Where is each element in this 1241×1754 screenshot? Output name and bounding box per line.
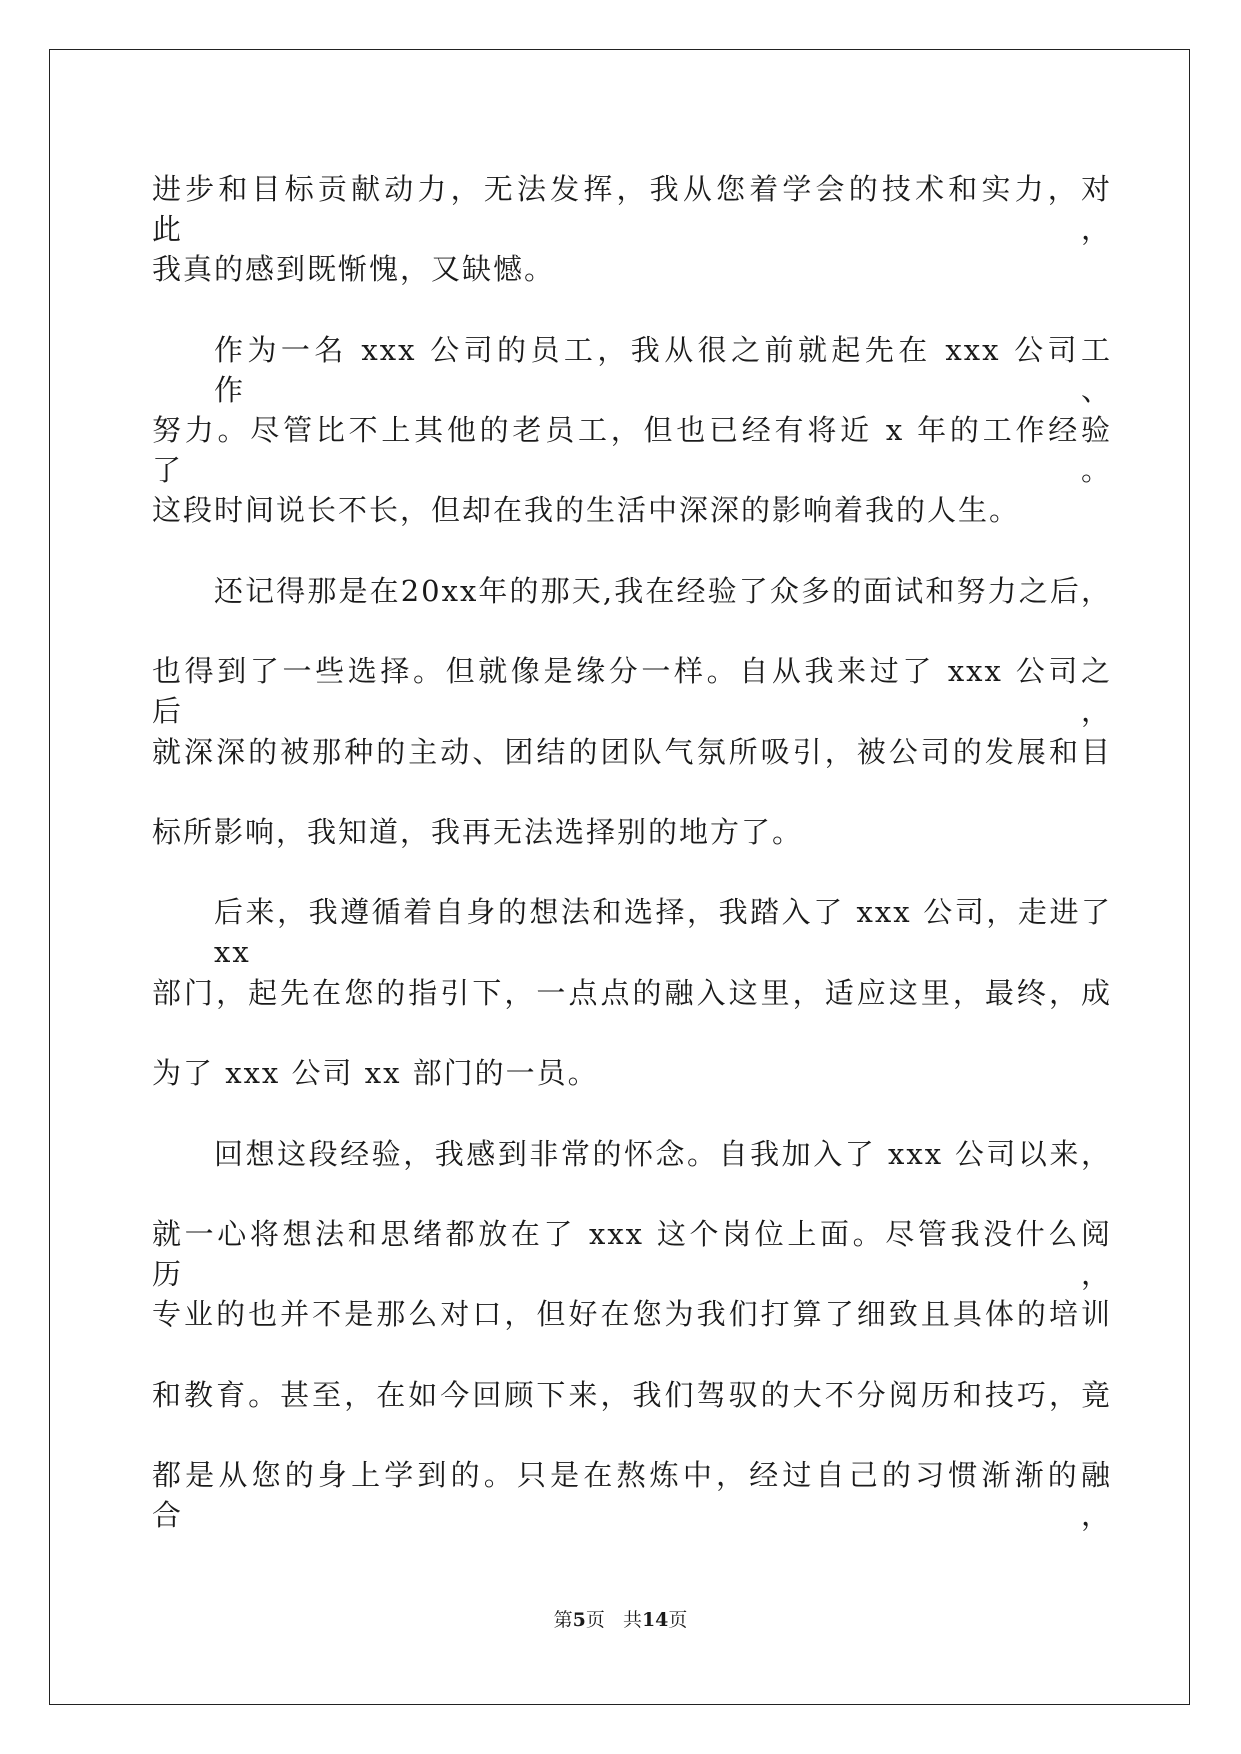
footer-mid: 页 共 — [585, 1609, 642, 1631]
text-line: 和教育。甚至，在如今回顾下来，我们驾驭的大不分阅历和技巧，竟 — [152, 1378, 1112, 1412]
footer-prefix: 第 — [553, 1609, 573, 1631]
text-line: 还记得那是在20xx年的那天,我在经验了众多的面试和努力之后， — [214, 574, 1112, 608]
page-footer — [0, 1608, 1241, 1632]
footer-page-number: 5 — [572, 1609, 586, 1631]
text-line: 作为一名 xxx 公司的员工，我从很之前就起先在 xxx 公司工作、 — [214, 333, 1112, 407]
footer-suffix: 页 — [668, 1609, 688, 1631]
text-line: 都是从您的身上学到的。只是在熬炼中，经过自己的习惯渐渐的融合， — [152, 1458, 1112, 1532]
text-line: 就深深的被那种的主动、团结的团队气氛所吸引，被公司的发展和目 — [152, 735, 1112, 769]
text-line: 进步和目标贡献动力，无法发挥，我从您着学会的技术和实力，对此， — [152, 172, 1112, 246]
text-line: 后来，我遵循着自身的想法和选择，我踏入了 xxx 公司，走进了 xx — [214, 895, 1112, 969]
footer-total-pages: 14 — [641, 1609, 669, 1631]
text-line: 这段时间说长不长，但却在我的生活中深深的影响着我的人生。 — [152, 493, 1021, 527]
text-line: 部门，起先在您的指引下，一点点的融入这里，适应这里，最终，成 — [152, 976, 1112, 1010]
text-line: 努力。尽管比不上其他的老员工，但也已经有将近 x 年的工作经验了。 — [152, 413, 1112, 487]
text-line: 专业的也并不是那么对口，但好在您为我们打算了细致且具体的培训 — [152, 1297, 1112, 1331]
text-line: 标所影响，我知道，我再无法选择别的地方了。 — [152, 815, 804, 849]
text-line: 回想这段经验，我感到非常的怀念。自我加入了 xxx 公司以来， — [214, 1137, 1112, 1171]
text-line: 我真的感到既惭愧，又缺憾。 — [152, 252, 556, 286]
text-line: 也得到了一些选择。但就像是缘分一样。自从我来过了 xxx 公司之后， — [152, 654, 1112, 728]
text-line: 为了 xxx 公司 xx 部门的一员。 — [152, 1056, 599, 1090]
text-line: 就一心将想法和思绪都放在了 xxx 这个岗位上面。尽管我没什么阅历， — [152, 1217, 1112, 1291]
